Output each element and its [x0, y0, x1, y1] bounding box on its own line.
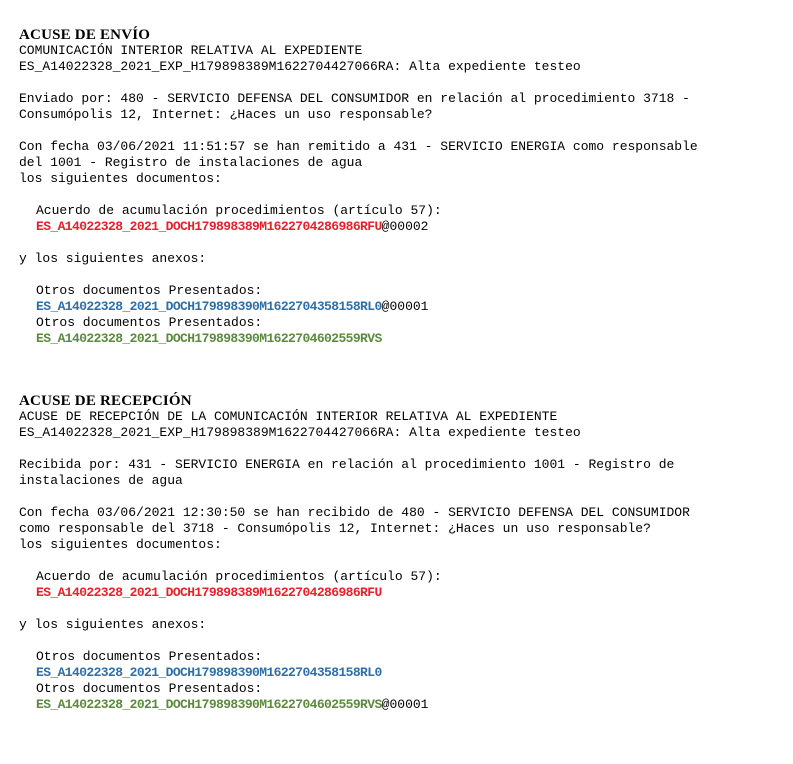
envio-anexo1-label: Otros documentos Presentados:	[36, 283, 263, 298]
envio-anexo2-code: ES_A14022328_2021_DOCH179898390M1622704602559RVS	[36, 331, 382, 346]
envio-fecha-line-3: los siguientes documentos:	[19, 171, 222, 186]
recepcion-fecha-line-1: Con fecha 03/06/2021 12:30:50 se han recibido de 480 - SERVICIO DEFENSA DEL CONSUMIDOR	[19, 505, 690, 520]
recepcion-fecha-line-2: como responsable del 3718 - Consumópolis 12, Internet: ¿Haces un uso responsable?	[19, 521, 651, 536]
envio-subtitle: COMUNICACIÓN INTERIOR RELATIVA AL EXPEDIENTE	[19, 43, 363, 58]
envio-anexos-intro: y los siguientes anexos:	[19, 251, 207, 266]
envio-doc-label: Acuerdo de acumulación procedimientos (artículo 57):	[36, 203, 442, 218]
recepcion-expediente: ES_A14022328_2021_EXP_H179898389M1622704427066RA: Alta expediente testeo	[19, 425, 581, 440]
envio-expediente: ES_A14022328_2021_EXP_H179898389M1622704427066RA: Alta expediente testeo	[19, 59, 581, 74]
envio-fecha-line-1: Con fecha 03/06/2021 11:51:57 se han remitido a 431 - SERVICIO ENERGIA como responsable	[19, 139, 698, 154]
envio-anexo1-code: ES_A14022328_2021_DOCH179898390M1622704358158RL0	[36, 299, 382, 314]
recepcion-anexo2-code: ES_A14022328_2021_DOCH179898390M1622704602559RVS	[36, 697, 382, 712]
acuse-envio-section	[19, 27, 779, 347]
envio-anexo2-entry	[19, 331, 779, 347]
acuse-recepcion-title: ACUSE DE RECEPCIÓN	[19, 393, 192, 409]
envio-anexo2-label: Otros documentos Presentados:	[36, 315, 263, 330]
recepcion-anexo1-code: ES_A14022328_2021_DOCH179898390M1622704358158RL0	[36, 665, 382, 680]
recepcion-anexo1-label: Otros documentos Presentados:	[36, 649, 263, 664]
envio-doc-entry	[19, 219, 779, 235]
envio-doc-suffix: @00002	[381, 219, 429, 234]
envio-enviado-line-1: Enviado por: 480 - SERVICIO DEFENSA DEL CONSUMIDOR en relación al procedimiento 3718 -	[19, 91, 690, 106]
document-page	[19, 27, 779, 713]
acuse-recepcion-section	[19, 393, 779, 713]
recepcion-recibida-line-1: Recibida por: 431 - SERVICIO ENERGIA en relación al procedimiento 1001 - Registro de	[19, 457, 675, 472]
envio-enviado-line-2: Consumópolis 12, Internet: ¿Haces un uso responsable?	[19, 107, 433, 122]
recepcion-recibida-line-2: instalaciones de agua	[19, 473, 183, 488]
recepcion-fecha-line-3: los siguientes documentos:	[19, 537, 222, 552]
envio-doc-code: ES_A14022328_2021_DOCH179898389M1622704286986RFU	[36, 219, 382, 234]
recepcion-anexo2-suffix: @00001	[381, 697, 429, 712]
acuse-envio-title: ACUSE DE ENVÍO	[19, 27, 151, 43]
recepcion-anexo2-label: Otros documentos Presentados:	[36, 681, 263, 696]
envio-anexo1-suffix: @00001	[381, 299, 429, 314]
envio-anexo1-entry	[19, 299, 779, 315]
recepcion-doc-entry	[19, 585, 779, 601]
recepcion-doc-label: Acuerdo de acumulación procedimientos (artículo 57):	[36, 569, 442, 584]
recepcion-subtitle: ACUSE DE RECEPCIÓN DE LA COMUNICACIÓN INTERIOR RELATIVA AL EXPEDIENTE	[19, 409, 558, 424]
envio-fecha-line-2: del 1001 - Registro de instalaciones de agua	[19, 155, 363, 170]
recepcion-anexo1-entry	[19, 665, 779, 681]
recepcion-anexo2-entry	[19, 697, 779, 713]
recepcion-anexos-intro: y los siguientes anexos:	[19, 617, 207, 632]
recepcion-doc-code: ES_A14022328_2021_DOCH179898389M1622704286986RFU	[36, 585, 382, 600]
